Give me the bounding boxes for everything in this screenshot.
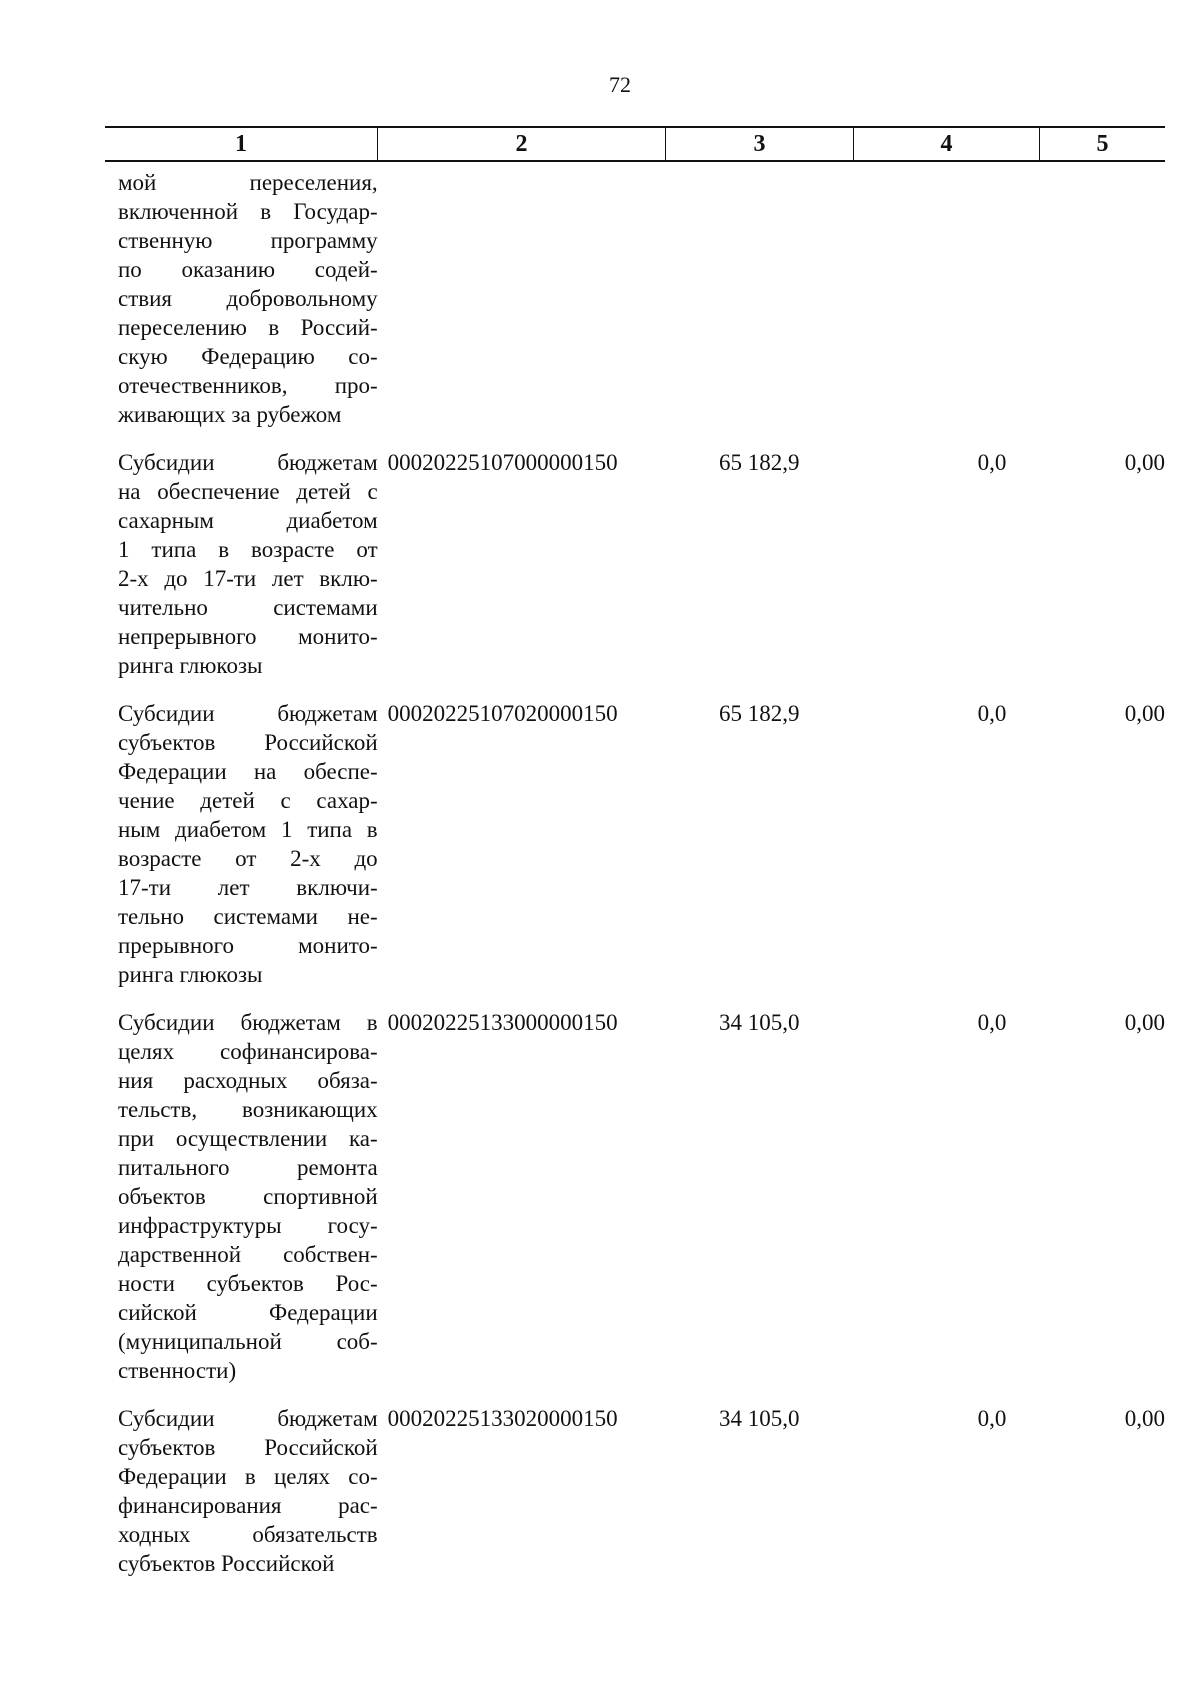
table-row <box>105 699 1165 989</box>
row-code <box>378 168 685 429</box>
row-col-3 <box>685 168 887 429</box>
description-line: субъектов Российской <box>118 1435 378 1460</box>
row-col-5 <box>1006 168 1165 429</box>
description-line: целях софинансирова- <box>118 1039 378 1064</box>
description-line: дарственной собствен- <box>118 1242 378 1267</box>
row-col-5: 0,00 <box>1124 450 1165 475</box>
table-row <box>105 448 1165 680</box>
description-line: чение детей с сахар- <box>118 788 378 813</box>
description-line: ринга глюкозы <box>118 653 263 678</box>
row-description <box>105 1008 378 1385</box>
row-col-5: 0,00 <box>1124 1406 1165 1431</box>
table-row <box>105 1404 1165 1578</box>
description-line: ственности) <box>118 1358 237 1383</box>
description-line: на обеспечение детей с <box>118 479 378 504</box>
description-line: объектов спортивной <box>118 1184 378 1209</box>
row-col-4: 0,0 <box>977 1406 1007 1431</box>
header-col-5: 5 <box>1039 128 1165 160</box>
row-col-3: 65 182,9 <box>719 701 800 726</box>
description-line: тельств, возникающих <box>118 1097 378 1122</box>
header-col-3: 3 <box>665 128 853 160</box>
description-line: питального ремонта <box>118 1155 378 1180</box>
row-col-4: 0,0 <box>977 450 1007 475</box>
description-line: переселению в Россий- <box>118 315 378 340</box>
description-line: 2-х до 17-ти лет вклю- <box>118 566 378 591</box>
description-line: мой переселения, <box>118 170 378 195</box>
description-line: инфраструктуры госу- <box>118 1213 378 1238</box>
row-col-5: 0,00 <box>1124 701 1165 726</box>
description-line: живающих за рубежом <box>118 402 342 427</box>
row-code: 00020225107000000150 <box>387 450 618 475</box>
description-line: тельно системами не- <box>118 904 378 929</box>
description-line: сахарным диабетом <box>118 508 378 533</box>
description-line: возрасте от 2-х до <box>118 846 378 871</box>
row-col-4 <box>887 168 1006 429</box>
row-description <box>105 699 378 989</box>
description-line: ствия добровольному <box>118 286 378 311</box>
description-line: Федерации на обеспе- <box>118 759 378 784</box>
row-col-3: 34 105,0 <box>719 1406 800 1431</box>
description-line: по оказанию содей- <box>118 257 378 282</box>
header-col-1: 1 <box>235 131 247 157</box>
description-line: Субсидии бюджетам <box>118 701 378 726</box>
description-line: Субсидии бюджетам в <box>118 1010 378 1035</box>
row-col-4: 0,0 <box>977 1010 1007 1035</box>
description-line: субъектов Российской <box>118 1551 335 1576</box>
description-line: субъектов Российской <box>118 730 378 755</box>
description-line: Субсидии бюджетам <box>118 1406 378 1431</box>
description-line: чительно системами <box>118 595 378 620</box>
description-line: ным диабетом 1 типа в <box>118 817 378 842</box>
table-header <box>105 126 1165 162</box>
page-number: 72 <box>609 72 631 97</box>
table-row <box>105 168 1165 429</box>
row-code: 00020225133020000150 <box>387 1406 618 1431</box>
description-line: финансирования рас- <box>118 1493 378 1518</box>
row-col-5: 0,00 <box>1124 1010 1165 1035</box>
row-code: 00020225107020000150 <box>387 701 618 726</box>
description-line: отечественников, про- <box>118 373 378 398</box>
row-col-4: 0,0 <box>977 701 1007 726</box>
row-description <box>105 1404 378 1578</box>
description-line: Субсидии бюджетам <box>118 450 378 475</box>
description-line: ходных обязательств <box>118 1522 378 1547</box>
description-line: ринга глюкозы <box>118 962 263 987</box>
description-line: включенной в Государ- <box>118 199 378 224</box>
description-line: ния расходных обяза- <box>118 1068 378 1093</box>
description-line: сийской Федерации <box>118 1300 378 1325</box>
row-col-3: 65 182,9 <box>719 450 800 475</box>
description-line: 17-ти лет включи- <box>118 875 378 900</box>
description-line: прерывного монито- <box>118 933 378 958</box>
description-line: непрерывного монито- <box>118 624 378 649</box>
description-line: (муниципальной соб- <box>118 1329 378 1354</box>
description-line: ственную программу <box>118 228 378 253</box>
description-line: ности субъектов Рос- <box>118 1271 378 1296</box>
description-line: 1 типа в возрасте от <box>118 537 378 562</box>
description-line: при осуществлении ка- <box>118 1126 378 1151</box>
row-description <box>105 448 378 680</box>
row-code: 00020225133000000150 <box>387 1010 618 1035</box>
row-description <box>105 168 378 429</box>
description-line: скую Федерацию со- <box>118 344 378 369</box>
header-col-2: 2 <box>377 128 665 160</box>
header-col-4: 4 <box>853 128 1039 160</box>
row-col-3: 34 105,0 <box>719 1010 800 1035</box>
table-row <box>105 1008 1165 1385</box>
table-body <box>105 168 1165 1597</box>
description-line: Федерации в целях со- <box>118 1464 378 1489</box>
